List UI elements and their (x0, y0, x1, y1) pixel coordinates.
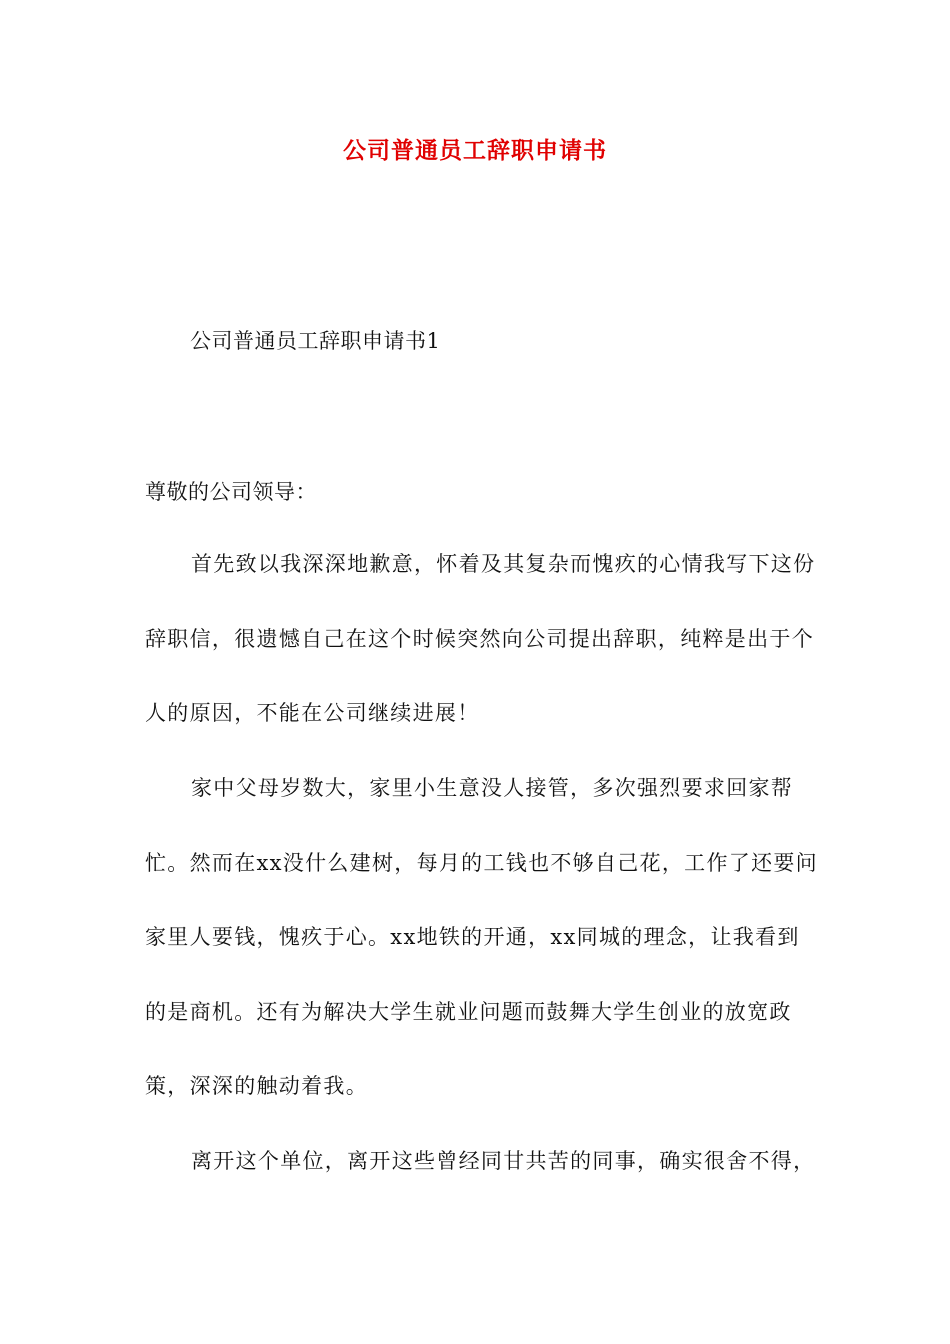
paragraph-3: 离开这个单位，离开这些曾经同甘共苦的同事，确实很舍不得， (191, 1149, 816, 1173)
section-heading: 公司普通员工辞职申请书1 (190, 329, 441, 353)
paragraph-2: 家中父母岁数大，家里小生意没人接管，多次强烈要求回家帮忙。然而在xx没什么建树，每月的工钱也不够自己花，工作了还要问家里人要钱，愧疚于心。xx地铁的开通，xx同城的理念，让我看到的是商机。还有为解决大学生就业问题而鼓舞大学生创业的放宽政策，深深的触动着我。 (145, 776, 818, 1098)
salutation: 尊敬的公司领导： (145, 480, 317, 504)
document-title: 公司普通员工辞职申请书 (343, 137, 607, 164)
paragraph-1: 首先致以我深深地歉意，怀着及其复杂而愧疚的心情我写下这份辞职信，很遗憾自己在这个时候突然向公司提出辞职，纯粹是出于个人的原因，不能在公司继续进展！ (145, 552, 816, 725)
